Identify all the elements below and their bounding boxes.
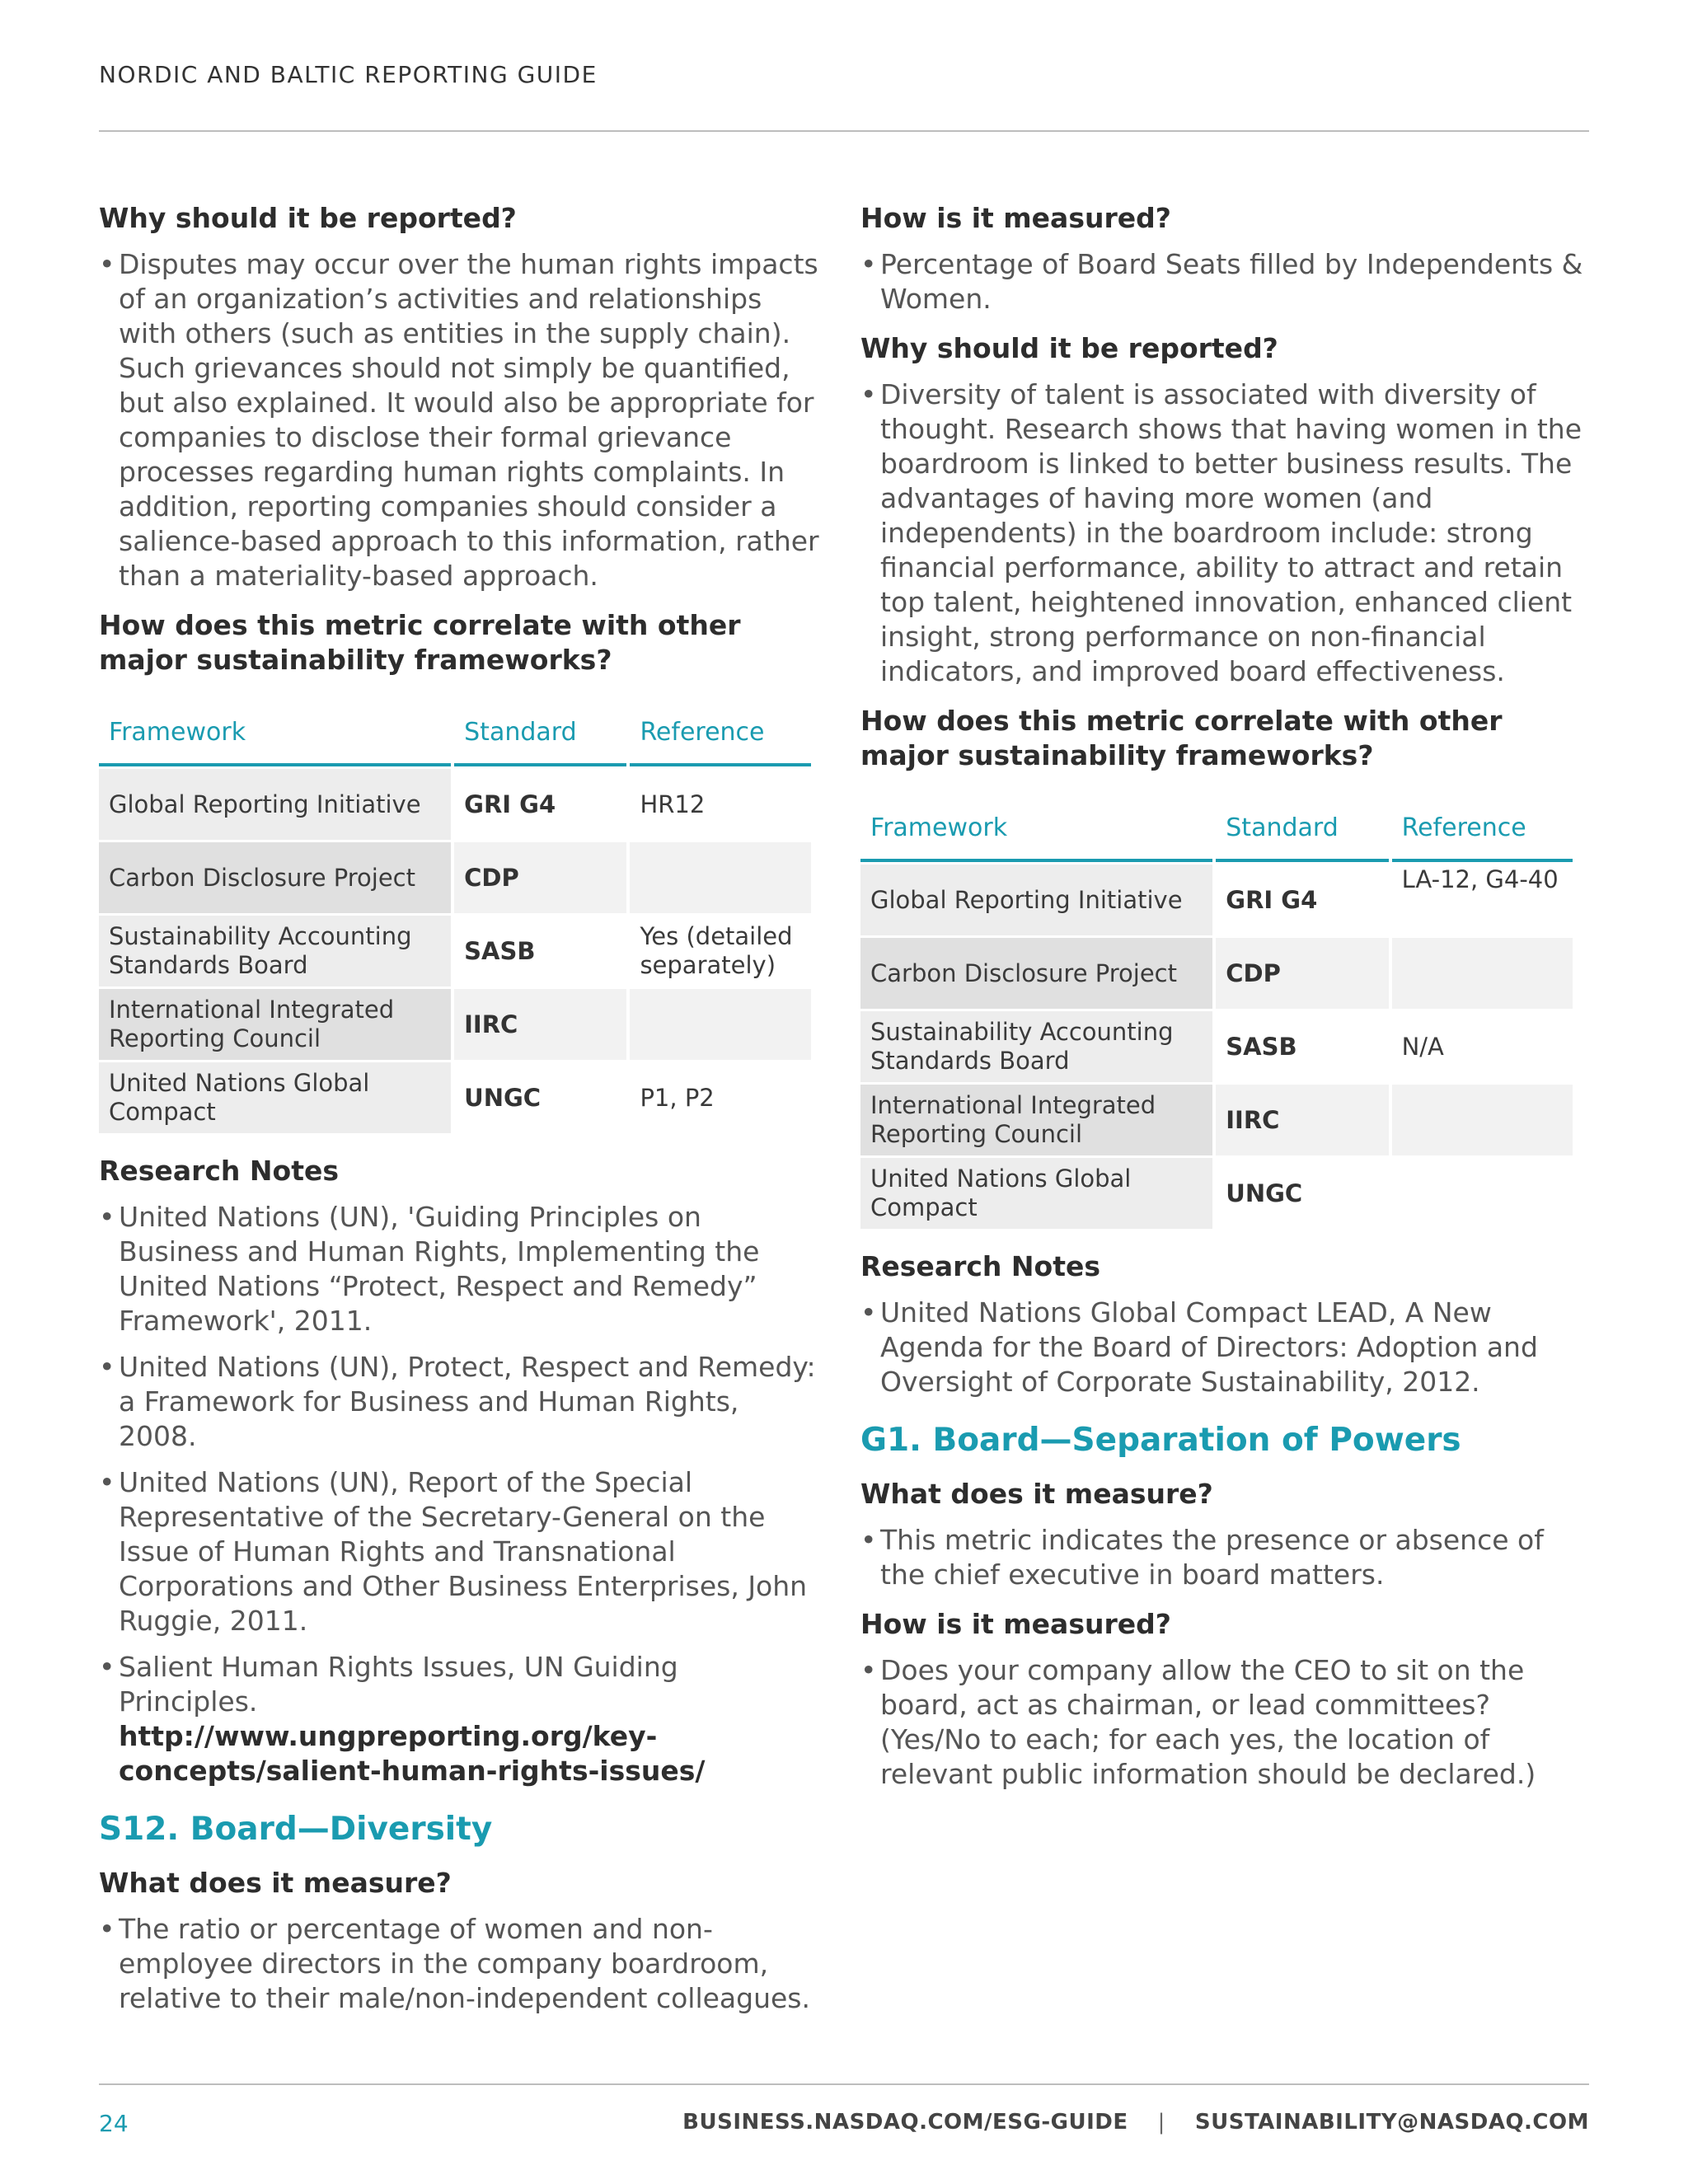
table-row (99, 916, 811, 987)
table-row (860, 1085, 1573, 1155)
standard-cell: CDP (1216, 938, 1388, 1009)
column-header-framework: Framework (860, 799, 1212, 862)
research-note-link[interactable]: http://www.ungpreporting.org/key-concepts/salient-human-rights-issues/ (119, 1720, 706, 1787)
why-reported-list (99, 247, 824, 593)
reference-cell (1392, 938, 1573, 1009)
standard-cell: GRI G4 (464, 790, 556, 818)
list-item: • Percentage of Board Seats filled by Independents & Women. (860, 247, 1594, 316)
reference-cell (1392, 1085, 1573, 1155)
reference-cell: LA-12, G4-40 (1401, 865, 1559, 893)
what-measure-heading: What does it measure? (860, 1478, 1213, 1510)
how-measured-heading: How is it measured? (860, 1608, 1171, 1640)
framework-cell: Sustainability Accounting Standards Board (860, 1011, 1212, 1082)
list-item: • United Nations (UN), Protect, Respect and Remedy: a Framework for Business and Human Rights, 2008. (99, 1350, 824, 1454)
page-number: 24 (99, 2110, 129, 2137)
table-row (99, 989, 811, 1060)
research-notes-list (860, 1296, 1594, 1399)
list-item: • The ratio or percentage of women and non-employee directors in the company boardroom, relative to their male/non-independent colleagues. (99, 1912, 824, 2016)
standard-cell: CDP (454, 842, 626, 913)
research-notes-heading: Research Notes (99, 1155, 339, 1187)
list-item: • Disputes may occur over the human rights impacts of an organization’s activities and relationships with others (such as entities in the supply chain). Such grievances should not simply be quantified, but also explained. It would also be appropriate for companies to disclose their formal grievance processes regarding human rights complaints. In addition, reporting companies should consider a salience-based approach to this information, rather than a materiality-based approach. (99, 247, 824, 593)
running-header: NORDIC AND BALTIC REPORTING GUIDE (99, 61, 598, 88)
standard-cell: UNGC (1226, 1179, 1303, 1207)
reference-cell (630, 842, 811, 913)
framework-table (857, 796, 1576, 1231)
list-item (99, 1650, 824, 1788)
research-notes-heading: Research Notes (860, 1250, 1100, 1282)
standard-cell: GRI G4 (1226, 885, 1318, 914)
list-item: • United Nations (UN), 'Guiding Principles on Business and Human Rights, Implementing the United Nations “Protect, Respect and Remedy” Framework', 2011. (99, 1200, 824, 1338)
standard-cell: IIRC (1216, 1085, 1388, 1155)
column-header-standard: Standard (1216, 799, 1388, 862)
reference-cell: P1, P2 (640, 1083, 715, 1112)
table-row (860, 1011, 1573, 1082)
why-reported-heading: Why should it be reported? (99, 202, 517, 234)
column-header-framework: Framework (99, 703, 451, 766)
framework-cell: United Nations Global Compact (860, 1158, 1212, 1229)
framework-cell: Carbon Disclosure Project (99, 842, 451, 913)
framework-cell: Global Reporting Initiative (860, 865, 1212, 935)
list-item: • This metric indicates the presence or absence of the chief executive in board matters. (860, 1523, 1594, 1592)
framework-cell: Global Reporting Initiative (99, 769, 451, 840)
reference-cell: N/A (1401, 1032, 1444, 1061)
framework-table (96, 701, 814, 1136)
framework-cell: United Nations Global Compact (99, 1062, 451, 1133)
what-measure-list (99, 1912, 824, 2016)
framework-cell: International Integrated Reporting Council (860, 1085, 1212, 1155)
standard-cell: SASB (1226, 1032, 1297, 1061)
email-link[interactable]: SUSTAINABILITY@NASDAQ.COM (1194, 2110, 1589, 2135)
list-item: • United Nations Global Compact LEAD, A New Agenda for the Board of Directors: Adoption and Oversight of Corporate Sustainability, 2012. (860, 1296, 1594, 1399)
standard-cell: UNGC (464, 1083, 542, 1112)
column-header-standard: Standard (454, 703, 626, 766)
right-column (860, 201, 1594, 1807)
table-row (99, 769, 811, 840)
left-column (99, 201, 824, 2031)
table-row (860, 938, 1573, 1009)
table-row (99, 842, 811, 913)
column-header-reference: Reference (630, 703, 811, 766)
framework-cell: Carbon Disclosure Project (860, 938, 1212, 1009)
list-item: • United Nations (UN), Report of the Special Representative of the Secretary-General on the Issue of Human Rights and Transnational Corporations and Other Business Enterprises, John Ruggie, 2011. (99, 1465, 824, 1638)
section-title-s12: S12. Board—Diversity (99, 1811, 493, 1848)
table-row (860, 1158, 1573, 1229)
correlate-heading: How does this metric correlate with other major sustainability frameworks? (99, 609, 741, 676)
how-measured-list (860, 1653, 1594, 1792)
table-row (860, 865, 1573, 935)
how-measured-list (860, 247, 1594, 316)
correlate-heading: How does this metric correlate with other major sustainability frameworks? (860, 705, 1503, 771)
what-measure-list (860, 1523, 1594, 1592)
header-divider (99, 130, 1589, 132)
table-row (99, 1062, 811, 1133)
footer-separator: | (1157, 2110, 1165, 2135)
what-measure-heading: What does it measure? (99, 1867, 452, 1899)
research-notes-list (99, 1200, 824, 1788)
framework-cell: Sustainability Accounting Standards Board (99, 916, 451, 987)
why-reported-list (860, 377, 1594, 689)
standard-cell: IIRC (454, 989, 626, 1060)
footer-divider (99, 2083, 1589, 2085)
standard-cell: SASB (464, 936, 536, 965)
column-header-reference: Reference (1392, 799, 1573, 862)
list-item: • Does your company allow the CEO to sit on the board, act as chairman, or lead committees? (Yes/No to each; for each yes, the location of relevant public information should be declared.) (860, 1653, 1594, 1792)
reference-cell: HR12 (640, 790, 706, 818)
why-reported-heading: Why should it be reported? (860, 332, 1278, 364)
research-note-text: Salient Human Rights Issues, UN Guiding Principles. (119, 1651, 678, 1718)
how-measured-heading: How is it measured? (860, 202, 1171, 234)
footer-links (682, 2110, 1589, 2135)
website-link[interactable]: BUSINESS.NASDAQ.COM/ESG-GUIDE (682, 2110, 1128, 2135)
reference-cell (1392, 1158, 1573, 1229)
reference-cell (630, 989, 811, 1060)
reference-cell: Yes (detailed separately) (640, 922, 793, 979)
section-title-g1: G1. Board—Separation of Powers (860, 1422, 1461, 1459)
framework-cell: International Integrated Reporting Council (99, 989, 451, 1060)
list-item: • Diversity of talent is associated with diversity of thought. Research shows that having women in the boardroom is linked to better business results. The advantages of having more women (and independents) in the boardroom include: strong financial performance, ability to attract and retain top talent, heightened innovation, enhanced client insight, strong performance on non-financial indicators, and improved board effectiveness. (860, 377, 1594, 689)
